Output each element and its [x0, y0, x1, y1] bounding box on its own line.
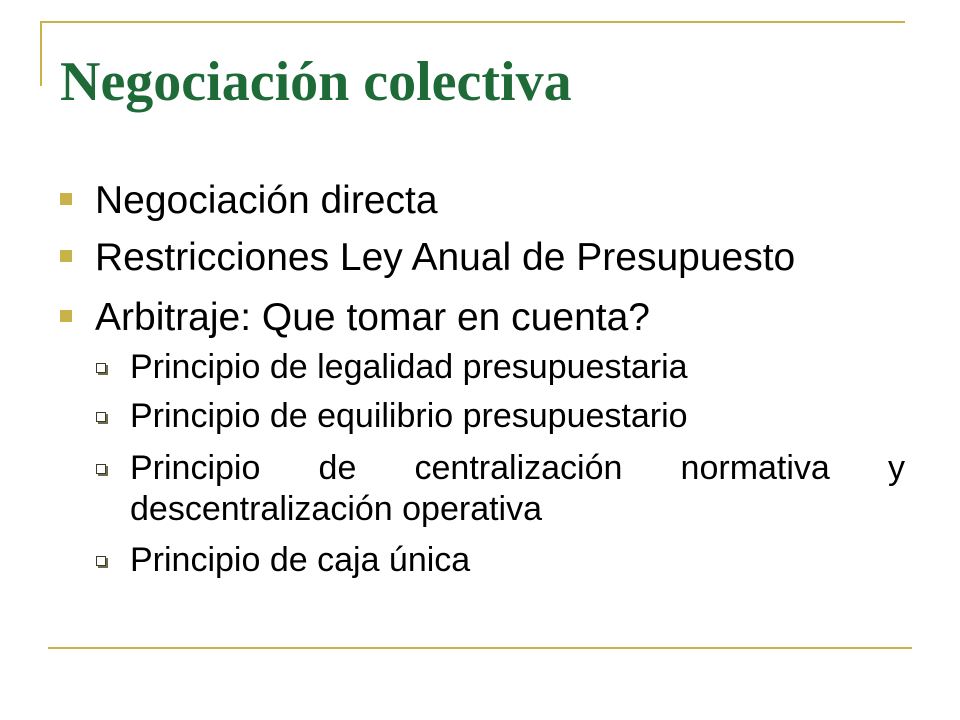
hollow-box-bullet-icon	[96, 464, 106, 474]
sub-bullet-item: Principio de legalidad presupuestaria	[130, 348, 688, 386]
top-left-vertical-rule	[40, 22, 42, 86]
sub-bullet-item: Principio de centralización normativa y descentralización operativa	[130, 449, 905, 528]
bullet-item: Restricciones Ley Anual de Presupuesto	[95, 236, 796, 279]
bottom-horizontal-rule	[48, 647, 912, 649]
top-horizontal-rule	[40, 21, 905, 23]
square-bullet-icon	[60, 310, 72, 322]
bullet-item: Arbitraje: Que tomar en cuenta?	[95, 296, 650, 339]
sub-bullet-item: Principio de equilibrio presupuestario	[130, 397, 688, 435]
hollow-box-bullet-icon	[96, 412, 106, 422]
square-bullet-icon	[60, 250, 72, 262]
hollow-box-bullet-icon	[96, 556, 106, 566]
slide-title: Negociación colectiva	[60, 51, 572, 113]
hollow-box-bullet-icon	[96, 363, 106, 373]
sub-bullet-item: Principio de caja única	[130, 541, 471, 579]
square-bullet-icon	[60, 193, 72, 205]
bullet-item: Negociación directa	[95, 179, 438, 222]
